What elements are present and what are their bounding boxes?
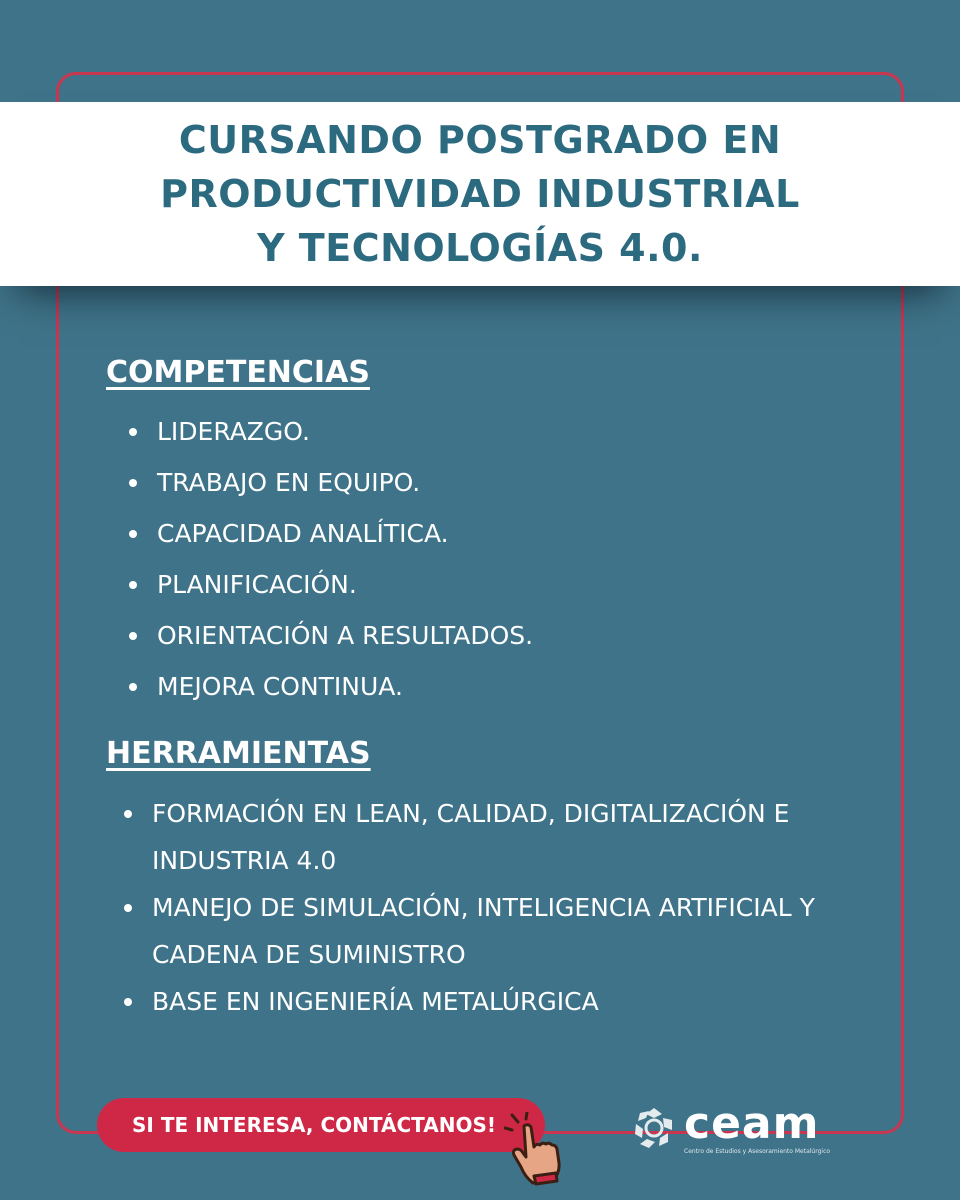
- list-item: PLANIFICACIÓN.: [129, 565, 533, 616]
- list-item: MEJORA CONTINUA.: [129, 667, 533, 718]
- list-item: LIDERAZGO.: [129, 412, 533, 463]
- list-item: BASE EN INGENIERÍA METALÚRGICA: [124, 978, 864, 1025]
- list-item: FORMACIÓN EN LEAN, CALIDAD, DIGITALIZACIÓN E INDUSTRIA 4.0: [124, 790, 864, 884]
- list-item: CAPACIDAD ANALÍTICA.: [129, 514, 533, 565]
- pointing-hand-icon: [504, 1112, 568, 1186]
- contact-button[interactable]: SI TE INTERESA, CONTÁCTANOS!: [97, 1098, 545, 1152]
- competencias-list: [129, 412, 533, 718]
- title-line-2: PRODUCTIVIDAD INDUSTRIAL: [160, 172, 800, 216]
- list-item: MANEJO DE SIMULACIÓN, INTELIGENCIA ARTIFICIAL Y CADENA DE SUMINISTRO: [124, 884, 864, 978]
- herramientas-list: [124, 790, 864, 1025]
- list-item: TRABAJO EN EQUIPO.: [129, 463, 533, 514]
- competencias-heading: COMPETENCIAS: [106, 355, 370, 390]
- herramientas-heading: HERRAMIENTAS: [106, 736, 371, 771]
- title-line-1: CURSANDO POSTGRADO EN: [178, 118, 782, 162]
- gear-logo-icon: [632, 1106, 676, 1150]
- logo-wordmark: ceam: [684, 1098, 820, 1149]
- ceam-logo: [632, 1098, 832, 1164]
- list-item: ORIENTACIÓN A RESULTADOS.: [129, 616, 533, 667]
- logo-subtitle: Centro de Estudios y Asesoramiento Metalúrgico: [684, 1148, 831, 1155]
- title-line-3: Y TECNOLOGÍAS 4.0.: [257, 226, 703, 270]
- page-title: [160, 113, 800, 275]
- title-banner: [0, 102, 960, 286]
